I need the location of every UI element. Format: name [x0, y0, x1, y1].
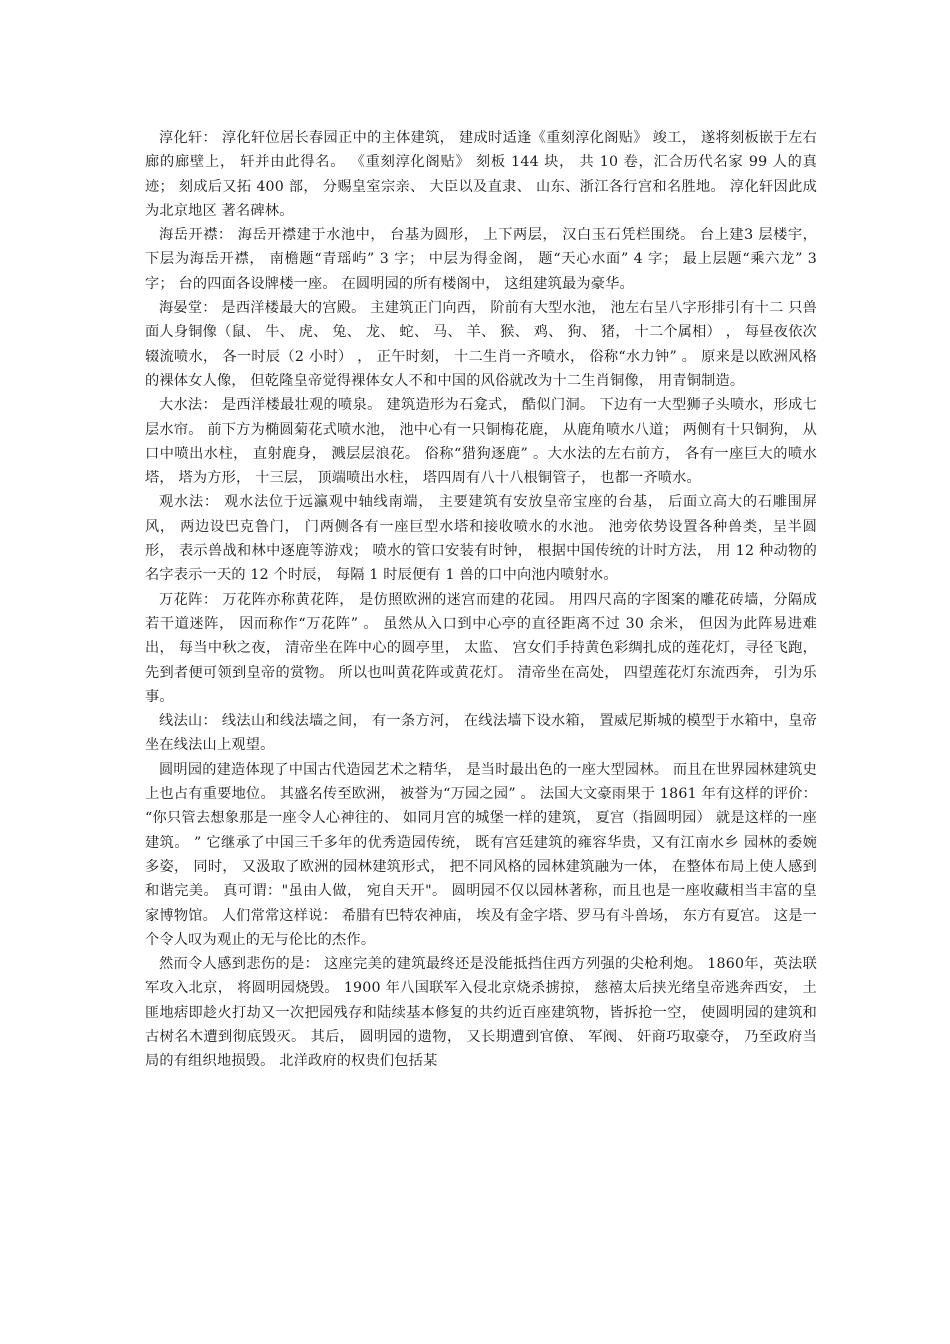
paragraph-xianfashan: 线法山： 线法山和线法墙之间， 有一条方河， 在线法墙下设水箱， 置威尼斯城的模型于水箱中，皇帝坐在线法山上观望。 — [145, 713, 817, 754]
paragraph-haiyantang: 海晏堂： 是西洋楼最大的宫殿。 主建筑正门向西， 阶前有大型水池， 池左右呈八字形排引有十二 只兽面人身铜像（鼠、 牛、 虎、 兔、 龙、 蛇、 马、 羊、 猴、 鸡、 狗、 猪， 十二个属相） ， 每昼夜依次辍流喷水， 各一时辰（2 小时） ， 正午时刻， 十二生肖一齐喷水， 俗称“水力钟” 。 原来是以欧洲风格的裸体女人像， 但乾隆皇帝觉得裸体女人不和中国的风俗就改为十二生肖铜像， 用青铜制造。 — [145, 300, 817, 389]
paragraph-yuanmingyuan-significance: 圆明园的建造体现了中国古代造园艺术之精华， 是当时最出色的一座大型园林。 而且在世界园林建筑史上也占有重要地位。 其盛名传至欧洲， 被誉为“万园之园” 。 法国大文豪雨果于 1861 年有这样的评价： “你只管去想象那是一座令人心神往的、 如同月宫的城堡一样的建筑， 夏宫（指圆明园） 就是这样的一座建筑。 ” 它继承了中国三千多年的优秀造园传统， 既有宫廷建筑的雍容华贵，又有江南水乡 园林的委婉多姿， 同时， 又汲取了欧洲的园林建筑形式， 把不同风格的园林建筑融为一体， 在整体布局上使人感到和谐完美。 真可谓："虽由人做， 宛自天开"。 圆明园不仅以园林著称，而且也是一座收藏相当丰富的皇家博物馆。 人们常常这样说： 希腊有巴特农神庙， 埃及有金字塔、罗马有斗兽场， 东方有夏宫。 这是一个令人叹为观止的无与伦比的杰作。 — [145, 761, 817, 948]
paragraph-wanhuazhen: 万花阵： 万花阵亦称黄花阵， 是仿照欧洲的迷宫而建的花园。 用四尺高的字图案的雕花砖墙，分隔成若干道迷阵， 因而称作“万花阵” 。 虽然从入口到中心亭的直径距离不过 30 余米， 但因为此阵易进难出， 每当中秋之夜， 清帝坐在阵中心的圆亭里， 太监、 宫女们手持黄色彩绸扎成的莲花灯，寻径飞跑， 先到者便可领到皇帝的赏物。 所以也叫黄花阵或黄花灯。 清帝坐在高处， 四望莲花灯东流西奔， 引为乐事。 — [145, 591, 817, 705]
paragraph-dashuifa: 大水法： 是西洋楼最壮观的喷泉。 建筑造形为石龛式， 酷似门洞。 下边有一大型狮子头喷水，形成七层水帘。 前下方为椭圆菊花式喷水池， 池中心有一只铜梅花鹿， 从鹿角喷水八道； 两侧有十只铜狗， 从口中喷出水柱， 直射鹿身， 溅层层浪花。 俗称“猎狗逐鹿” 。大水法的左右前方， 各有一座巨大的喷水塔， 塔为方形， 十三层， 顶端喷出水柱， 塔四周有八十八根铜管子， 也都一齐喷水。 — [145, 397, 817, 487]
paragraph-yuanmingyuan-destruction: 然而令人感到悲伤的是： 这座完美的建筑最终还是没能抵挡住西方列强的尖枪利炮。 1860年，英法联军攻入北京， 将圆明园烧毁。 1900 年八国联军入侵北京烧杀掳掠， 慈禧太后挟光绪皇帝逃奔西安， 土匪地痞即趁火打劫又一次把园残存和陆续基本修复的共约近百座建筑物，皆拆抢一空， 使圆明园的建筑和古树名木遭到彻底毁灭。 其后， 圆明园的遗物， 又长期遭到官僚、 军阀、 奸商巧取豪夺， 乃至政府当局的有组织地损毁。 北洋政府的权贵们包括某 — [145, 956, 817, 1070]
paragraph-guanshuifa: 观水法： 观水法位于远瀛观中轴线南端， 主要建筑有安放皇帝宝座的台基， 后面立高大的石雕围屏风， 两边设巴克鲁门， 门两侧各有一座巨型水塔和接收喷水的水池。 池旁依势设置各种兽类，呈半圆形， 表示兽战和林中逐鹿等游戏； 喷水的管口安装有时钟， 根据中国传统的计时方法， 用 12 种动物的名字表示一天的 12 个时辰， 每隔 1 时辰便有 1 兽的口中向池内喷射水。 — [145, 494, 817, 584]
paragraph-chunhuaxuan: 淳化轩： 淳化轩位居长春园正中的主体建筑， 建成时适逢《重刻淳化阁贴》 竣工， 遂将刻板嵌于左右廊的廊壁上， 轩并由此得名。 《重刻淳化阁贴》 刻板 144 块， 共 10 卷，汇合历代名家 99 人的真迹； 刻成后又拓 400 部， 分赐皇室宗亲、 大臣以及直隶、 山东、浙江各行宫和名胜地。 淳化轩因此成为北京地区 著名碑林。 — [145, 130, 817, 219]
document-body — [145, 126, 817, 1074]
paragraph-haiyuekaijin: 海岳开襟： 海岳开襟建于水池中， 台基为圆形， 上下两层， 汉白玉石凭栏围绕。 台上建3 层楼宇， 下层为海岳开襟， 南檐题“青瑶屿” 3 字； 中层为得金阁， 题“天心水面” 4 字； 最上层题“乘六龙” 3 字； 台的四面各设牌楼一座。 在圆明园的所有楼阁中， 这组建筑最为豪华。 — [145, 227, 817, 292]
